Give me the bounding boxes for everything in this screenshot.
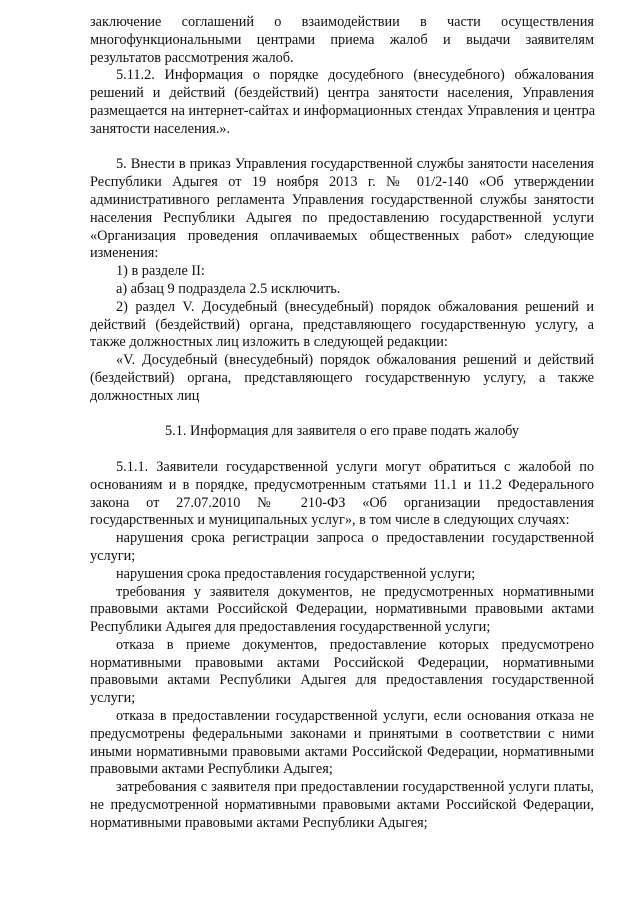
text-line: административного регламента Управления государственной службы занятости <box>90 191 594 208</box>
text-line: занятости населения.». <box>90 120 231 137</box>
text-line: решений и действий (бездействий) центра занятости населения, Управления <box>90 85 594 102</box>
text-line: услуги; <box>90 690 136 707</box>
text-line: 1) в разделе II: <box>116 263 205 280</box>
paragraph <box>90 708 594 779</box>
text-line: иными нормативными правовыми актами Российской Федерации, нормативными <box>90 743 594 760</box>
paragraph-gap <box>90 441 594 459</box>
text-line: услуги; <box>90 547 136 564</box>
paragraph <box>90 530 594 566</box>
text-line: «Организация проведения оплачиваемых общественных работ» следующие <box>90 227 594 244</box>
paragraph-gap <box>90 406 594 424</box>
paragraph <box>90 637 594 708</box>
text-line: Республики Адыгея от 19 ноября 2013 г. № 01/2-140 «Об утверждении <box>90 174 594 191</box>
text-line: а) абзац 9 подраздела 2.5 исключить. <box>116 280 341 297</box>
text-line: 5.1. Информация для заявителя о его праве подать жалобу <box>164 423 519 440</box>
text-line: правовыми актами Республики Адыгея для предоставления государственной <box>90 672 594 689</box>
text-line: 5.1.1. Заявители государственной услуги могут обратиться с жалобой по <box>116 458 594 475</box>
text-line: 2) раздел V. Досудебный (внесудебный) порядок обжалования решений и <box>116 298 594 315</box>
paragraph <box>90 352 594 405</box>
paragraph <box>90 263 594 281</box>
text-line: предусмотрены федеральными законами и принятыми в соответствии с ними <box>90 725 594 742</box>
text-line: правовыми актами Российской Федерации, нормативными правовыми актами <box>90 601 594 618</box>
text-line: действий (бездействий) органа, представляющего государственную услугу, а <box>90 316 594 333</box>
paragraph <box>90 299 594 352</box>
text-line: населения Республики Адыгея по предоставлению государственной услуги <box>90 209 594 226</box>
text-line: правовыми актами Республики Адыгея; <box>90 761 333 778</box>
text-line: 5. Внести в приказ Управления государственной службы занятости населения <box>116 156 594 173</box>
text-line: заключение соглашений о взаимодействии в части осуществления <box>90 14 594 30</box>
text-line: изменения: <box>90 245 159 262</box>
paragraph <box>90 779 594 832</box>
text-line: нормативными правовыми актами Российской Федерации, нормативными <box>90 654 594 671</box>
text-line: многофункциональными центрами приема жалоб и выдачи заявителям <box>90 31 594 48</box>
paragraph <box>90 584 594 637</box>
paragraph <box>90 14 594 67</box>
text-line: требования у заявителя документов, не предусмотренных нормативными <box>116 583 594 600</box>
text-line: результатов рассмотрения жалоб. <box>90 49 294 66</box>
text-line: должностных лиц <box>90 387 200 404</box>
text-line: закона от 27.07.2010 № 210-ФЗ «Об организации предоставления <box>90 494 594 511</box>
document-page <box>90 14 594 833</box>
paragraph <box>90 459 594 530</box>
text-line: не предусмотренной нормативными правовыми актами Российской Федерации, <box>90 797 594 814</box>
text-line: нарушения срока предоставления государственной услуги; <box>116 565 476 582</box>
paragraph <box>90 67 594 138</box>
text-line: нормативными правовыми актами Республики Адыгея; <box>90 814 428 831</box>
text-line: основаниям и в порядке, предусмотренным статьями 11.1 и 11.2 Федерального <box>90 476 594 493</box>
text-line: размещается на интернет-сайтах и информационных стендах Управления и центра <box>90 102 596 119</box>
text-line: отказа в приеме документов, предоставление которых предусмотрено <box>116 636 594 653</box>
text-line: также должностных лиц изложить в следующей редакции: <box>90 334 448 351</box>
paragraph <box>90 566 594 584</box>
text-line: Республики Адыгея для предоставления государственной услуги; <box>90 619 491 636</box>
text-line: государственных и муниципальных услуг», в том числе в следующих случаях: <box>90 512 570 529</box>
text-line: отказа в предоставлении государственной услуги, если основания отказа не <box>116 708 594 725</box>
text-line: затребования с заявителя при предоставлении государственной услуги платы, <box>116 779 594 796</box>
paragraph-gap <box>90 139 594 157</box>
paragraph <box>90 281 594 299</box>
text-line: (бездействий) органа, представляющего государственную услугу, а также <box>90 369 594 386</box>
section-heading <box>90 423 594 441</box>
text-line: 5.11.2. Информация о порядке досудебного (внесудебного) обжалования <box>116 67 594 84</box>
text-line: нарушения срока регистрации запроса о предоставлении государственной <box>116 530 594 547</box>
text-line: «V. Досудебный (внесудебный) порядок обжалования решений и действий <box>116 352 594 369</box>
paragraph <box>90 156 594 263</box>
